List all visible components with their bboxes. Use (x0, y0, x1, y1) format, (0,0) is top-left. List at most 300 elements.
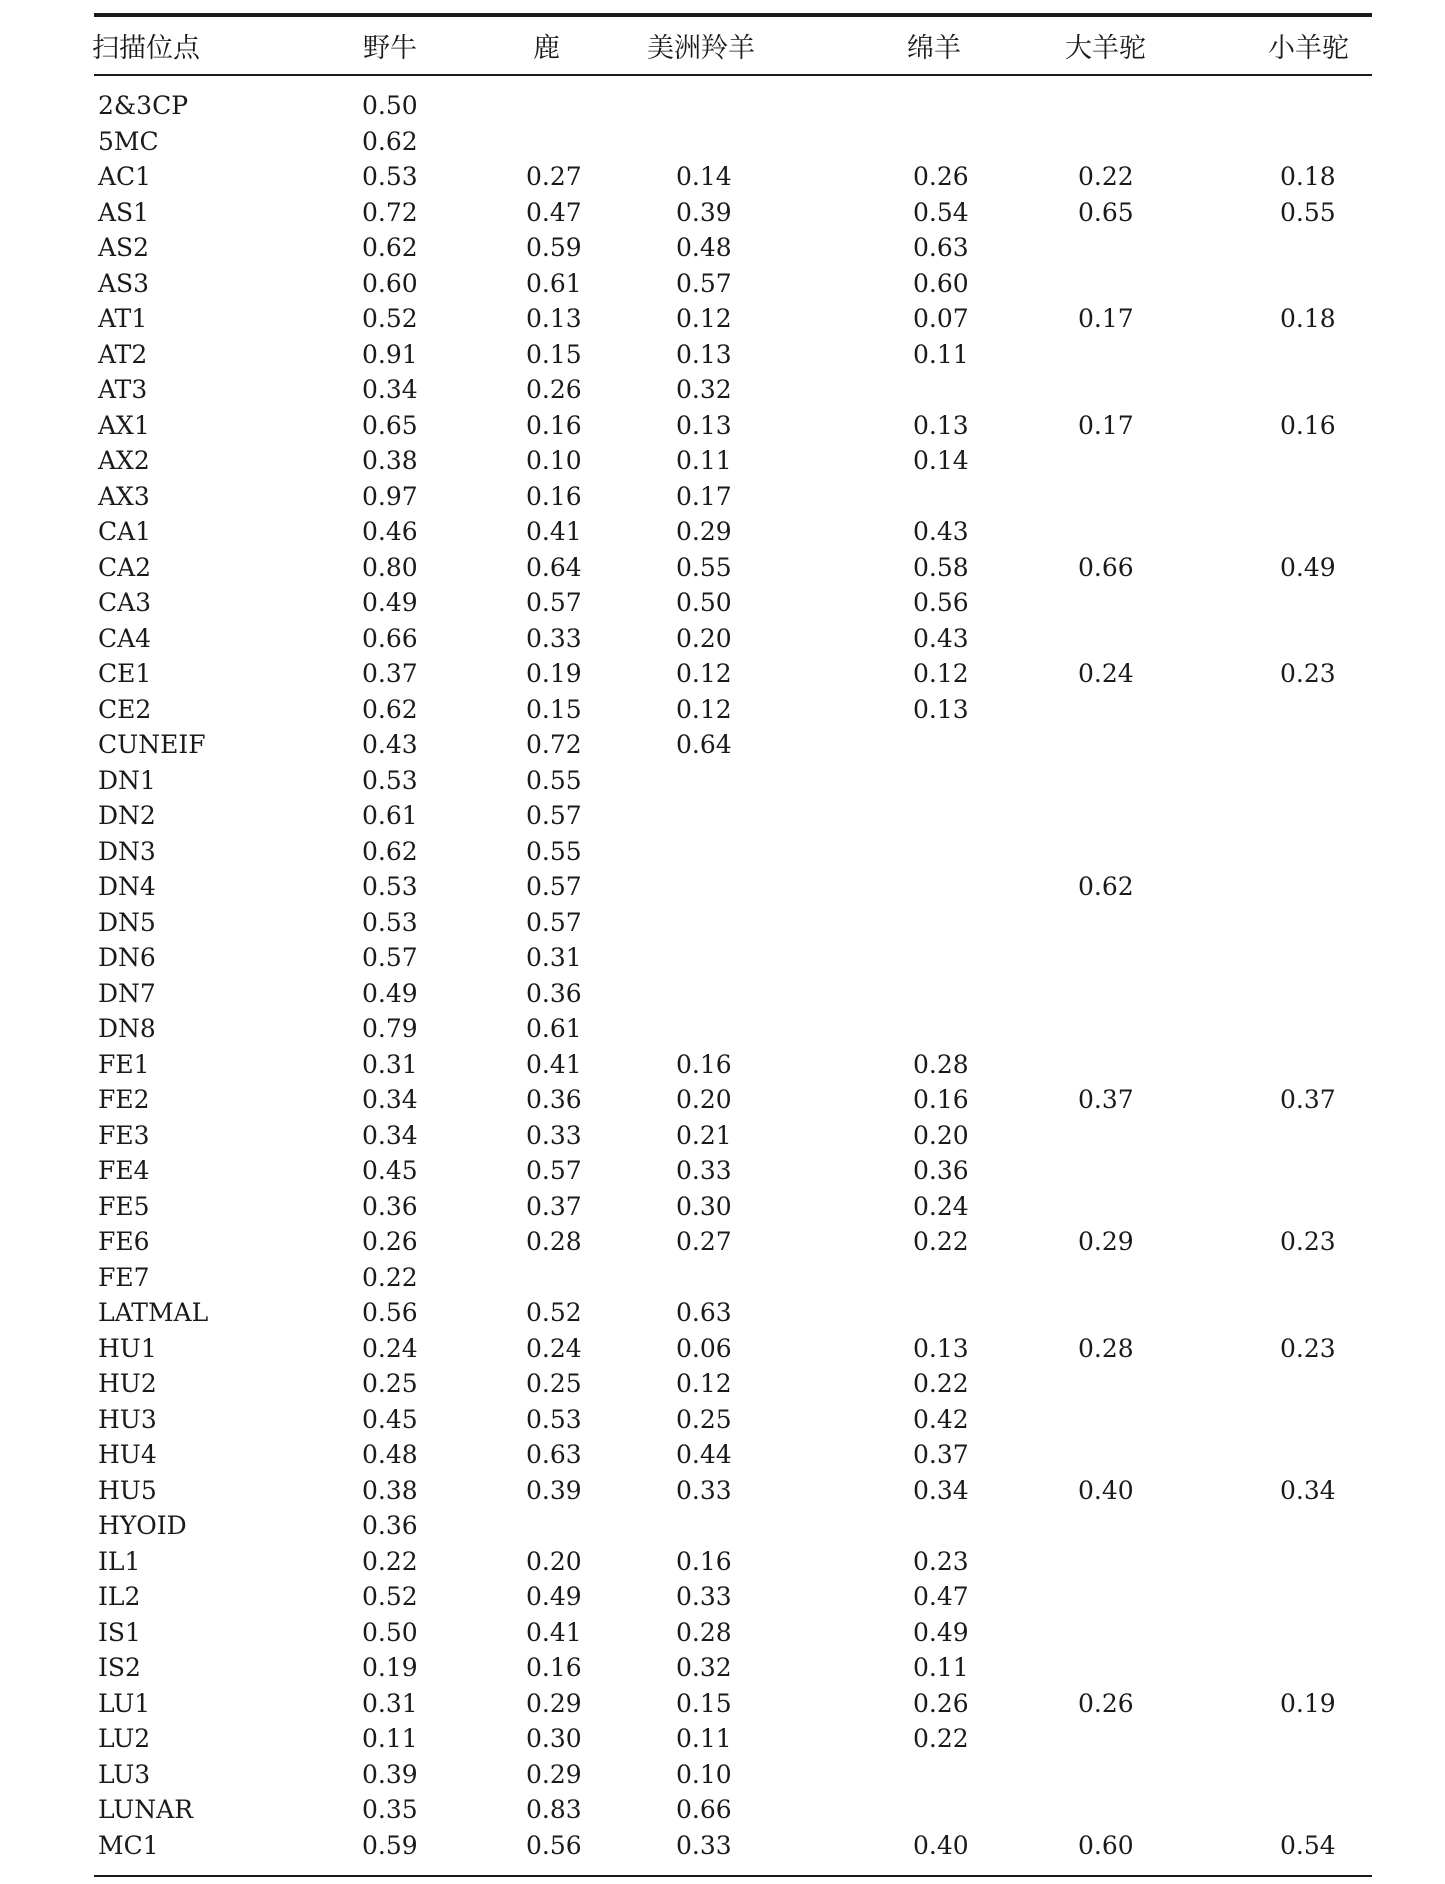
table-row (0, 230, 1445, 266)
cell-sheep: 0.43 (913, 517, 969, 546)
table-row (0, 1650, 1445, 1686)
cell-scan-site: CE2 (98, 694, 152, 724)
cell-pronghorn: 0.30 (676, 1191, 732, 1221)
cell-deer: 0.83 (526, 1795, 582, 1824)
cell-sheep: 0.24 (913, 1191, 969, 1221)
cell-bison: 0.31 (362, 1688, 418, 1718)
cell-scan-site: 5MC (98, 126, 159, 156)
cell-pronghorn: 0.57 (676, 268, 732, 298)
table-body (0, 88, 1445, 1863)
table-row (0, 1118, 1445, 1154)
cell-deer: 0.72 (526, 730, 582, 759)
cell-deer: 0.63 (526, 1440, 582, 1469)
cell-sheep: 0.43 (913, 623, 969, 653)
cell-bison: 0.45 (362, 1156, 418, 1185)
table-row (0, 195, 1445, 231)
table-row (0, 1544, 1445, 1580)
table-row (0, 1508, 1445, 1544)
cell-sheep: 0.28 (913, 1049, 969, 1079)
table-row (0, 834, 1445, 870)
cell-pronghorn: 0.13 (676, 410, 732, 440)
cell-deer: 0.57 (526, 588, 582, 617)
cell-pronghorn: 0.39 (676, 197, 732, 227)
cell-pronghorn: 0.20 (676, 1085, 732, 1114)
cell-bison: 0.11 (362, 1724, 418, 1753)
table-header-rule (94, 74, 1372, 76)
cell-scan-site: CUNEIF (98, 730, 206, 759)
cell-deer: 0.13 (526, 304, 582, 333)
cell-bison: 0.39 (362, 1759, 418, 1789)
cell-vicuna: 0.34 (1280, 1475, 1336, 1505)
cell-deer: 0.29 (526, 1759, 582, 1789)
table-row (0, 1757, 1445, 1793)
cell-vicuna: 0.18 (1280, 304, 1336, 333)
cell-scan-site: AS1 (98, 197, 150, 227)
cell-deer: 0.15 (526, 339, 582, 369)
cell-pronghorn: 0.32 (676, 1653, 732, 1682)
cell-bison: 0.37 (362, 659, 418, 688)
table-row (0, 1153, 1445, 1189)
cell-vicuna: 0.23 (1280, 659, 1336, 688)
cell-deer: 0.26 (526, 375, 582, 404)
cell-deer: 0.57 (526, 801, 582, 830)
cell-scan-site: IL2 (98, 1582, 141, 1611)
cell-bison: 0.34 (362, 1120, 418, 1150)
cell-scan-site: LATMAL (98, 1298, 209, 1327)
cell-scan-site: AS3 (98, 268, 150, 298)
cell-pronghorn: 0.10 (676, 1759, 732, 1789)
table-row (0, 514, 1445, 550)
cell-scan-site: HYOID (98, 1511, 187, 1540)
cell-sheep: 0.36 (913, 1156, 969, 1185)
cell-bison: 0.57 (362, 943, 418, 972)
cell-deer: 0.57 (526, 1156, 582, 1185)
cell-scan-site: IS2 (98, 1653, 141, 1682)
cell-scan-site: FE4 (98, 1156, 150, 1185)
cell-vicuna: 0.23 (1280, 1333, 1336, 1363)
table-row (0, 124, 1445, 160)
cell-scan-site: DN2 (98, 801, 156, 830)
cell-bison: 0.56 (362, 1298, 418, 1327)
cell-bison: 0.50 (362, 1617, 418, 1647)
header-scan-site: 扫描位点 (92, 33, 200, 64)
cell-pronghorn: 0.27 (676, 1227, 732, 1256)
cell-deer: 0.52 (526, 1298, 582, 1327)
cell-deer: 0.10 (526, 446, 582, 475)
cell-bison: 0.35 (362, 1795, 418, 1824)
table-row (0, 1366, 1445, 1402)
cell-pronghorn: 0.15 (676, 1688, 732, 1718)
cell-pronghorn: 0.33 (676, 1582, 732, 1611)
cell-bison: 0.38 (362, 1475, 418, 1505)
cell-llama: 0.17 (1078, 304, 1134, 333)
cell-pronghorn: 0.11 (676, 1724, 732, 1753)
cell-bison: 0.62 (362, 233, 418, 262)
cell-deer: 0.49 (526, 1582, 582, 1611)
cell-sheep: 0.58 (913, 552, 969, 582)
cell-llama: 0.17 (1078, 410, 1134, 440)
table-row (0, 1792, 1445, 1828)
cell-deer: 0.61 (526, 268, 582, 298)
cell-bison: 0.53 (362, 162, 418, 191)
cell-sheep: 0.16 (913, 1085, 969, 1114)
cell-bison: 0.22 (362, 1546, 418, 1576)
cell-scan-site: AX3 (98, 481, 150, 511)
cell-llama: 0.60 (1078, 1830, 1134, 1860)
cell-pronghorn: 0.20 (676, 623, 732, 653)
cell-bison: 0.45 (362, 1404, 418, 1434)
cell-scan-site: AT2 (98, 339, 148, 369)
cell-deer: 0.36 (526, 1085, 582, 1114)
cell-bison: 0.60 (362, 268, 418, 298)
cell-sheep: 0.37 (913, 1440, 969, 1469)
table-bottom-rule (94, 1875, 1372, 1877)
table-row (0, 1047, 1445, 1083)
cell-bison: 0.61 (362, 801, 418, 830)
cell-scan-site: CA4 (98, 623, 152, 653)
cell-bison: 0.97 (362, 481, 418, 511)
cell-sheep: 0.07 (913, 304, 969, 333)
cell-deer: 0.56 (526, 1830, 582, 1860)
table-row (0, 1011, 1445, 1047)
cell-pronghorn: 0.11 (676, 446, 732, 475)
cell-pronghorn: 0.25 (676, 1404, 732, 1434)
cell-vicuna: 0.54 (1280, 1830, 1336, 1860)
table-row (0, 266, 1445, 302)
cell-deer: 0.15 (526, 694, 582, 724)
table-row (0, 940, 1445, 976)
cell-bison: 0.36 (362, 1511, 418, 1540)
header-deer: 鹿 (533, 33, 560, 64)
cell-llama: 0.40 (1078, 1475, 1134, 1505)
cell-scan-site: AS2 (98, 233, 150, 262)
cell-sheep: 0.23 (913, 1546, 969, 1576)
cell-sheep: 0.34 (913, 1475, 969, 1505)
cell-bison: 0.43 (362, 730, 418, 759)
cell-pronghorn: 0.12 (676, 694, 732, 724)
cell-bison: 0.38 (362, 446, 418, 475)
table-row (0, 1260, 1445, 1296)
table-row (0, 692, 1445, 728)
cell-scan-site: HU5 (98, 1475, 157, 1505)
cell-scan-site: HU4 (98, 1440, 157, 1469)
cell-pronghorn: 0.64 (676, 730, 732, 759)
cell-scan-site: FE7 (98, 1262, 150, 1292)
table-row (0, 905, 1445, 941)
cell-pronghorn: 0.12 (676, 304, 732, 333)
cell-sheep: 0.42 (913, 1404, 969, 1434)
cell-scan-site: FE3 (98, 1120, 150, 1150)
cell-pronghorn: 0.28 (676, 1617, 732, 1647)
table-row (0, 763, 1445, 799)
cell-pronghorn: 0.55 (676, 552, 732, 582)
cell-bison: 0.36 (362, 1191, 418, 1221)
cell-scan-site: 2&3CP (98, 91, 189, 120)
cell-bison: 0.62 (362, 694, 418, 724)
cell-bison: 0.62 (362, 126, 418, 156)
cell-scan-site: CA2 (98, 552, 152, 582)
cell-llama: 0.26 (1078, 1688, 1134, 1718)
cell-pronghorn: 0.33 (676, 1830, 732, 1860)
cell-deer: 0.55 (526, 765, 582, 795)
table-top-rule (94, 13, 1372, 17)
table-row (0, 1828, 1445, 1864)
cell-pronghorn: 0.13 (676, 339, 732, 369)
cell-vicuna: 0.16 (1280, 410, 1336, 440)
cell-deer: 0.33 (526, 1120, 582, 1150)
table-row (0, 1331, 1445, 1367)
cell-scan-site: FE2 (98, 1085, 150, 1114)
cell-bison: 0.46 (362, 517, 418, 546)
cell-sheep: 0.22 (913, 1369, 969, 1398)
table-row (0, 372, 1445, 408)
cell-bison: 0.26 (362, 1227, 418, 1256)
cell-scan-site: DN3 (98, 836, 156, 866)
cell-scan-site: FE5 (98, 1191, 150, 1221)
cell-deer: 0.57 (526, 872, 582, 901)
cell-sheep: 0.13 (913, 410, 969, 440)
cell-pronghorn: 0.32 (676, 375, 732, 404)
table-row (0, 1615, 1445, 1651)
cell-sheep: 0.13 (913, 694, 969, 724)
cell-scan-site: IS1 (98, 1617, 141, 1647)
cell-deer: 0.29 (526, 1688, 582, 1718)
cell-pronghorn: 0.16 (676, 1049, 732, 1079)
cell-deer: 0.41 (526, 1617, 582, 1647)
cell-bison: 0.31 (362, 1049, 418, 1079)
table-row (0, 337, 1445, 373)
table-row (0, 479, 1445, 515)
header-pronghorn: 美洲羚羊 (647, 33, 755, 64)
cell-deer: 0.16 (526, 481, 582, 511)
cell-bison: 0.49 (362, 978, 418, 1008)
cell-sheep: 0.11 (913, 1653, 969, 1682)
cell-pronghorn: 0.50 (676, 588, 732, 617)
cell-sheep: 0.26 (913, 162, 969, 191)
cell-scan-site: DN1 (98, 765, 156, 795)
header-sheep: 绵羊 (907, 33, 961, 64)
cell-scan-site: DN4 (98, 872, 156, 901)
table-row (0, 621, 1445, 657)
cell-pronghorn: 0.17 (676, 481, 732, 511)
cell-sheep: 0.40 (913, 1830, 969, 1860)
cell-scan-site: LU3 (98, 1759, 151, 1789)
cell-llama: 0.28 (1078, 1333, 1134, 1363)
table-row (0, 443, 1445, 479)
cell-deer: 0.27 (526, 162, 582, 191)
cell-deer: 0.31 (526, 943, 582, 972)
cell-sheep: 0.49 (913, 1617, 969, 1647)
table-row (0, 159, 1445, 195)
table-row (0, 88, 1445, 124)
cell-scan-site: CA1 (98, 517, 152, 546)
table-row (0, 1402, 1445, 1438)
cell-pronghorn: 0.48 (676, 233, 732, 262)
cell-pronghorn: 0.63 (676, 1298, 732, 1327)
cell-bison: 0.66 (362, 623, 418, 653)
cell-sheep: 0.20 (913, 1120, 969, 1150)
cell-bison: 0.65 (362, 410, 418, 440)
table-row (0, 1579, 1445, 1615)
cell-deer: 0.53 (526, 1404, 582, 1434)
cell-deer: 0.20 (526, 1546, 582, 1576)
cell-bison: 0.48 (362, 1440, 418, 1469)
cell-pronghorn: 0.21 (676, 1120, 732, 1150)
cell-vicuna: 0.23 (1280, 1227, 1336, 1256)
cell-sheep: 0.11 (913, 339, 969, 369)
cell-deer: 0.25 (526, 1369, 582, 1398)
cell-scan-site: AX1 (98, 410, 150, 440)
cell-llama: 0.29 (1078, 1227, 1134, 1256)
cell-deer: 0.57 (526, 907, 582, 937)
cell-bison: 0.53 (362, 907, 418, 937)
cell-sheep: 0.54 (913, 197, 969, 227)
cell-scan-site: DN5 (98, 907, 156, 937)
cell-deer: 0.39 (526, 1475, 582, 1505)
cell-llama: 0.66 (1078, 552, 1134, 582)
cell-bison: 0.25 (362, 1369, 418, 1398)
cell-scan-site: CE1 (98, 659, 152, 688)
table-row (0, 1082, 1445, 1118)
cell-pronghorn: 0.33 (676, 1156, 732, 1185)
cell-deer: 0.47 (526, 197, 582, 227)
cell-bison: 0.72 (362, 197, 418, 227)
header-vicuna: 小羊驼 (1268, 33, 1349, 64)
cell-scan-site: CA3 (98, 588, 152, 617)
cell-deer: 0.64 (526, 552, 582, 582)
cell-scan-site: DN8 (98, 1014, 156, 1043)
cell-scan-site: DN6 (98, 943, 156, 972)
cell-llama: 0.24 (1078, 659, 1134, 688)
table-row (0, 1437, 1445, 1473)
table-header-row (0, 29, 1445, 69)
cell-deer: 0.41 (526, 517, 582, 546)
cell-bison: 0.91 (362, 339, 418, 369)
cell-pronghorn: 0.44 (676, 1440, 732, 1469)
cell-scan-site: FE6 (98, 1227, 150, 1256)
cell-sheep: 0.60 (913, 268, 969, 298)
cell-llama: 0.62 (1078, 872, 1134, 901)
cell-bison: 0.19 (362, 1653, 418, 1682)
cell-deer: 0.61 (526, 1014, 582, 1043)
cell-vicuna: 0.49 (1280, 552, 1336, 582)
cell-bison: 0.52 (362, 1582, 418, 1611)
cell-bison: 0.49 (362, 588, 418, 617)
cell-scan-site: AT1 (98, 304, 148, 333)
cell-bison: 0.52 (362, 304, 418, 333)
cell-bison: 0.53 (362, 872, 418, 901)
cell-sheep: 0.22 (913, 1724, 969, 1753)
cell-scan-site: LU1 (98, 1688, 151, 1718)
table-row (0, 1189, 1445, 1225)
cell-deer: 0.37 (526, 1191, 582, 1221)
cell-sheep: 0.14 (913, 446, 969, 475)
table-row (0, 408, 1445, 444)
cell-bison: 0.50 (362, 91, 418, 120)
cell-vicuna: 0.19 (1280, 1688, 1336, 1718)
cell-deer: 0.30 (526, 1724, 582, 1753)
cell-pronghorn: 0.12 (676, 659, 732, 688)
cell-pronghorn: 0.66 (676, 1795, 732, 1824)
cell-bison: 0.53 (362, 765, 418, 795)
cell-deer: 0.36 (526, 978, 582, 1008)
cell-bison: 0.79 (362, 1014, 418, 1043)
table-row (0, 656, 1445, 692)
table-row (0, 1473, 1445, 1509)
table-row (0, 301, 1445, 337)
cell-llama: 0.65 (1078, 197, 1134, 227)
cell-llama: 0.22 (1078, 162, 1134, 191)
cell-scan-site: DN7 (98, 978, 156, 1008)
cell-sheep: 0.47 (913, 1582, 969, 1611)
cell-pronghorn: 0.16 (676, 1546, 732, 1576)
cell-bison: 0.34 (362, 1085, 418, 1114)
cell-deer: 0.24 (526, 1333, 582, 1363)
cell-scan-site: IL1 (98, 1546, 141, 1576)
table-row (0, 585, 1445, 621)
cell-scan-site: LUNAR (98, 1795, 194, 1824)
cell-bison: 0.62 (362, 836, 418, 866)
cell-scan-site: AT3 (98, 375, 148, 404)
cell-bison: 0.34 (362, 375, 418, 404)
cell-scan-site: MC1 (98, 1830, 159, 1860)
cell-bison: 0.24 (362, 1333, 418, 1363)
table-row (0, 1686, 1445, 1722)
cell-deer: 0.33 (526, 623, 582, 653)
cell-scan-site: FE1 (98, 1049, 150, 1079)
table-row (0, 798, 1445, 834)
cell-bison: 0.22 (362, 1262, 418, 1292)
cell-scan-site: HU3 (98, 1404, 157, 1434)
cell-pronghorn: 0.29 (676, 517, 732, 546)
cell-bison: 0.59 (362, 1830, 418, 1860)
cell-deer: 0.19 (526, 659, 582, 688)
cell-pronghorn: 0.33 (676, 1475, 732, 1505)
cell-deer: 0.59 (526, 233, 582, 262)
cell-scan-site: HU1 (98, 1333, 157, 1363)
header-llama: 大羊驼 (1065, 33, 1146, 64)
header-bison: 野牛 (363, 33, 417, 64)
cell-scan-site: AC1 (98, 162, 152, 191)
cell-sheep: 0.12 (913, 659, 969, 688)
cell-scan-site: LU2 (98, 1724, 151, 1753)
cell-scan-site: HU2 (98, 1369, 157, 1398)
cell-vicuna: 0.55 (1280, 197, 1336, 227)
cell-sheep: 0.13 (913, 1333, 969, 1363)
table-row (0, 550, 1445, 586)
cell-scan-site: AX2 (98, 446, 150, 475)
table-row (0, 1295, 1445, 1331)
cell-deer: 0.16 (526, 1653, 582, 1682)
cell-vicuna: 0.37 (1280, 1085, 1336, 1114)
cell-deer: 0.55 (526, 836, 582, 866)
cell-pronghorn: 0.14 (676, 162, 732, 191)
cell-llama: 0.37 (1078, 1085, 1134, 1114)
cell-sheep: 0.63 (913, 233, 969, 262)
cell-pronghorn: 0.06 (676, 1333, 732, 1363)
cell-sheep: 0.26 (913, 1688, 969, 1718)
table-row (0, 1224, 1445, 1260)
cell-deer: 0.41 (526, 1049, 582, 1079)
cell-sheep: 0.56 (913, 588, 969, 617)
cell-deer: 0.28 (526, 1227, 582, 1256)
table-row (0, 1721, 1445, 1757)
table-row (0, 727, 1445, 763)
cell-bison: 0.80 (362, 552, 418, 582)
cell-pronghorn: 0.12 (676, 1369, 732, 1398)
cell-sheep: 0.22 (913, 1227, 969, 1256)
table-row (0, 869, 1445, 905)
